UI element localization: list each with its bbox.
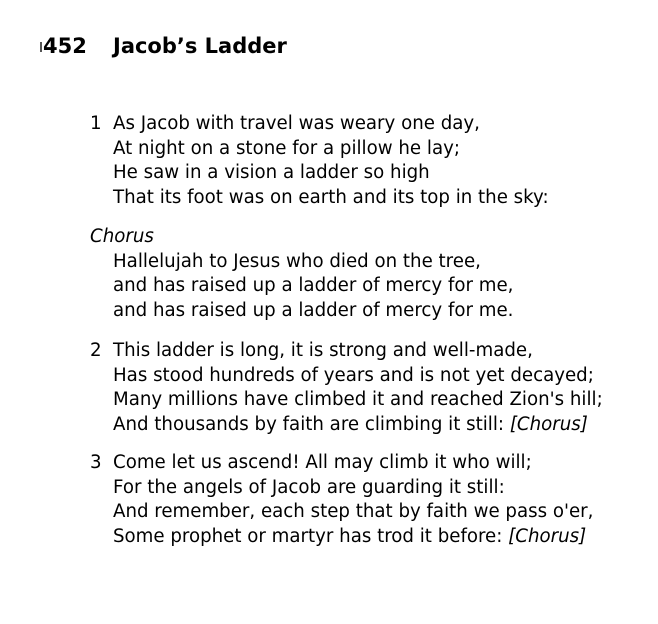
verse-line: For the angels of Jacob are guarding it still: [113,476,505,498]
verse-lines [113,112,549,210]
verse-2 [90,339,603,437]
verse-line [113,413,603,438]
verse-line [113,525,593,550]
verse-number: 3 [90,452,102,473]
verse-line: As Jacob with travel was weary one day, [113,113,480,134]
chorus-line: Hallelujah to Jesus who died on the tree, [113,250,481,272]
verse-number: 2 [90,340,102,361]
verse-3 [90,451,593,549]
verse-lines [113,451,593,549]
verse-1 [90,112,549,210]
hymn-number: 452 [43,34,87,58]
chorus-line: and has raised up a ladder of mercy for me. [113,299,514,321]
verse-line-text: Some prophet or martyr has trod it before: [113,525,503,547]
verse-line: At night on a stone for a pillow he lay; [113,137,460,159]
chorus-reference: [Chorus] [508,525,587,547]
verse-line: Has stood hundreds of years and is not yet decayed; [113,364,594,386]
chorus-lines [113,250,513,324]
verse-lines [113,339,603,437]
hymn-title: Jacob’s Ladder [113,34,287,58]
chorus-line: and has raised up a ladder of mercy for me, [113,275,514,296]
verse-line: This ladder is long, it is strong and well-made, [113,340,533,361]
verse-number: 1 [90,113,102,134]
verse-line-text: And thousands by faith are climbing it still: [113,413,505,435]
verse-line: That its foot was on earth and its top in the sky: [113,186,549,208]
verse-line: Come let us ascend! All may climb it who will; [113,452,532,473]
verse-line: And remember, each step that by faith we pass o'er, [113,501,594,522]
page-edge-mark [40,42,42,52]
verse-line: He saw in a vision a ladder so high [113,162,430,183]
chorus [90,225,513,323]
hymn-header [43,30,287,62]
chorus-reference: [Chorus] [509,413,588,435]
chorus-label: Chorus [90,226,154,247]
verse-line: Many millions have climbed it and reached Zion's hill; [113,389,603,410]
